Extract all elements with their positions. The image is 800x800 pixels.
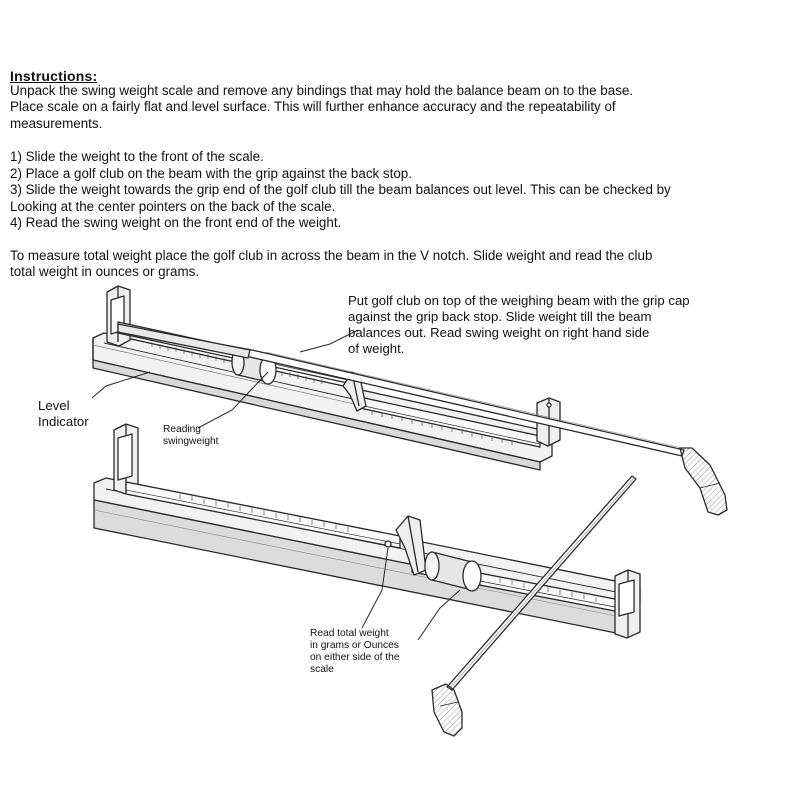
total-weight-label-2: in grams or Ounces (310, 640, 399, 651)
intro-line-1: Unpack the swing weight scale and remove any bindings that may hold the balance beam on to the base. (10, 83, 634, 98)
reading-swingweight-label-2: swingweight (163, 436, 219, 447)
bottom-club-head (432, 684, 462, 736)
level-indicator-label-1: Level (38, 398, 70, 413)
top-callout-line-2: against the grip back stop. Slide weight till the beam (348, 309, 652, 324)
step-1: 1) Slide the weight to the front of the scale. (10, 149, 264, 164)
total-weight-line-2: total weight in ounces or grams. (10, 264, 200, 279)
step-3: 3) Slide the weight towards the grip end of the golf club till the beam balances out level. This can be checked by (10, 182, 671, 197)
instructions-heading: Instructions: (10, 68, 98, 84)
top-callout-line-3: balances out. Read swing weight on right hand side (348, 325, 650, 340)
top-callout-line-4: of weight. (348, 341, 405, 356)
total-weight-label-3: on either side of the (310, 652, 400, 663)
bottom-scale (94, 424, 640, 736)
reading-swingweight-label-1: Reading (163, 424, 201, 435)
total-weight-line-1: To measure total weight place the golf club in across the beam in the V notch. Slide weight and read the club (10, 248, 653, 263)
intro-line-2: Place scale on a fairly flat and level surface. This will further enhance accuracy and the repeatability of (10, 99, 616, 114)
total-weight-label-1: Read total weight (310, 628, 389, 639)
level-indicator-label-2: Indicator (38, 414, 89, 429)
step-2: 2) Place a golf club on the beam with the grip against the back stop. (10, 166, 412, 181)
top-club-head (680, 448, 727, 515)
intro-line-3: measurements. (10, 116, 103, 131)
step-4: 4) Read the swing weight on the front end of the weight. (10, 215, 342, 230)
top-callout-line-1: Put golf club on top of the weighing beam with the grip cap (348, 293, 690, 308)
total-weight-label-4: scale (310, 664, 334, 675)
step-3-continued: Looking at the center pointers on the back of the scale. (10, 199, 336, 214)
